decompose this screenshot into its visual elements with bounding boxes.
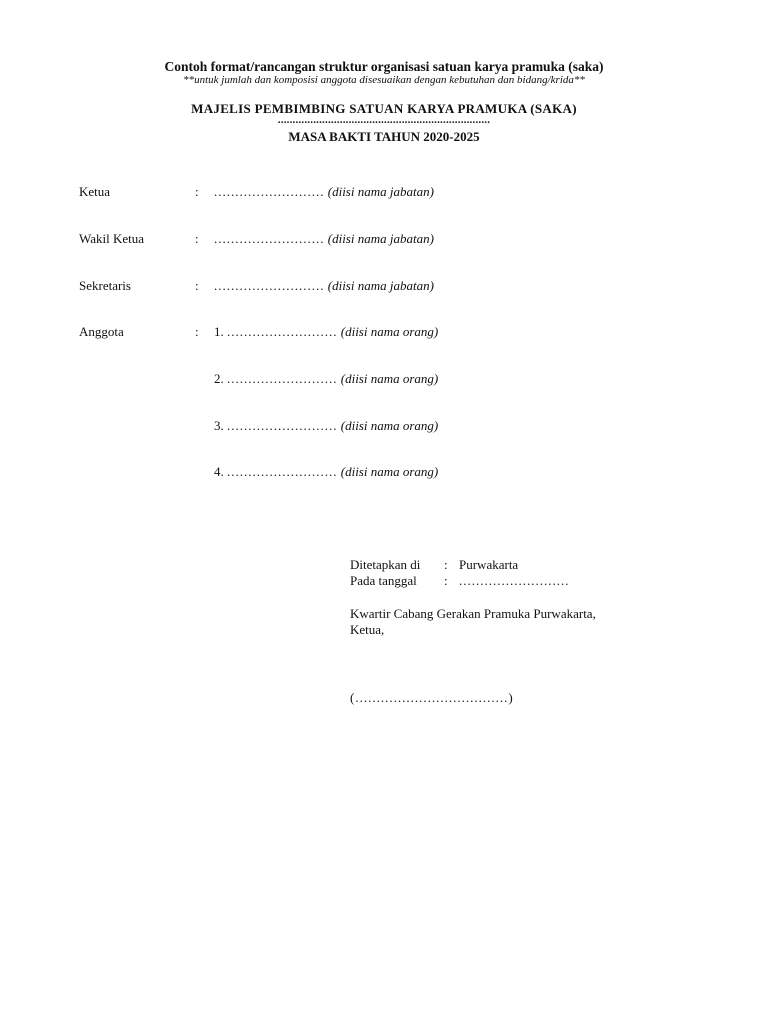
- member-row-2: [0, 371, 768, 391]
- member-number: 1.: [214, 324, 224, 339]
- fill-in-dots: ..........................: [227, 464, 338, 479]
- member-value: [214, 418, 438, 434]
- fill-in-dots: ..........................: [227, 324, 338, 339]
- position-label: Sekretaris: [79, 278, 131, 293]
- member-number: 4.: [214, 464, 224, 479]
- fill-in-note: (diisi nama orang): [340, 464, 439, 479]
- signature-role: Ketua,: [350, 622, 385, 637]
- document-subtitle: **untuk jumlah dan komposisi anggota disesuaikan dengan kebutuhan dan bidang/krida**: [183, 74, 585, 86]
- service-period: MASA BAKTI TAHUN 2020-2025: [288, 129, 480, 144]
- member-value: [214, 324, 438, 340]
- members-label: Anggota: [79, 324, 124, 339]
- member-row-1: [0, 324, 768, 344]
- member-value: [214, 371, 438, 387]
- member-row-4: [0, 464, 768, 484]
- organization-title: MAJELIS PEMBIMBING SATUAN KARYA PRAMUKA (SAKA): [191, 101, 577, 116]
- fill-in-note: (diisi nama jabatan): [327, 278, 434, 293]
- position-label: Ketua: [79, 184, 111, 199]
- colon-separator: :: [195, 324, 199, 339]
- date-label: Pada tanggal: [350, 573, 417, 588]
- position-value: [214, 184, 434, 200]
- fill-in-note: (diisi nama orang): [340, 371, 439, 386]
- document-title: Contoh format/rancangan struktur organisasi satuan karya pramuka (saka): [164, 59, 604, 74]
- position-value: [214, 278, 434, 294]
- colon-separator: :: [195, 278, 199, 293]
- place-label: Ditetapkan di: [350, 557, 421, 572]
- position-row-ketua: [0, 184, 768, 204]
- fill-in-dots: ..........................: [214, 231, 325, 246]
- fill-in-dots: ..........................: [214, 184, 325, 199]
- member-number: 3.: [214, 418, 224, 433]
- fill-in-note: (diisi nama jabatan): [327, 184, 434, 199]
- member-row-3: [0, 418, 768, 438]
- signature-organization: Kwartir Cabang Gerakan Pramuka Purwakarta,: [350, 606, 596, 621]
- fill-in-dots: ..........................: [227, 418, 338, 433]
- date-value: ..........................: [459, 573, 570, 588]
- position-row-wakil-ketua: [0, 231, 768, 251]
- signature-name-placeholder: (....................................): [350, 690, 514, 705]
- position-label: Wakil Ketua: [79, 231, 145, 246]
- fill-in-dots: ..........................: [214, 278, 325, 293]
- fill-in-dots: ..........................: [227, 371, 338, 386]
- organization-name-dots: ........................................................................: [277, 114, 491, 126]
- place-value: Purwakarta: [459, 557, 519, 572]
- fill-in-note: (diisi nama orang): [340, 324, 439, 339]
- colon-separator: :: [195, 184, 199, 199]
- fill-in-note: (diisi nama jabatan): [327, 231, 434, 246]
- colon-separator: :: [444, 557, 448, 572]
- fill-in-note: (diisi nama orang): [340, 418, 439, 433]
- position-row-sekretaris: [0, 278, 768, 298]
- member-number: 2.: [214, 371, 224, 386]
- colon-separator: :: [444, 573, 448, 588]
- member-value: [214, 464, 438, 480]
- colon-separator: :: [195, 231, 199, 246]
- position-value: [214, 231, 434, 247]
